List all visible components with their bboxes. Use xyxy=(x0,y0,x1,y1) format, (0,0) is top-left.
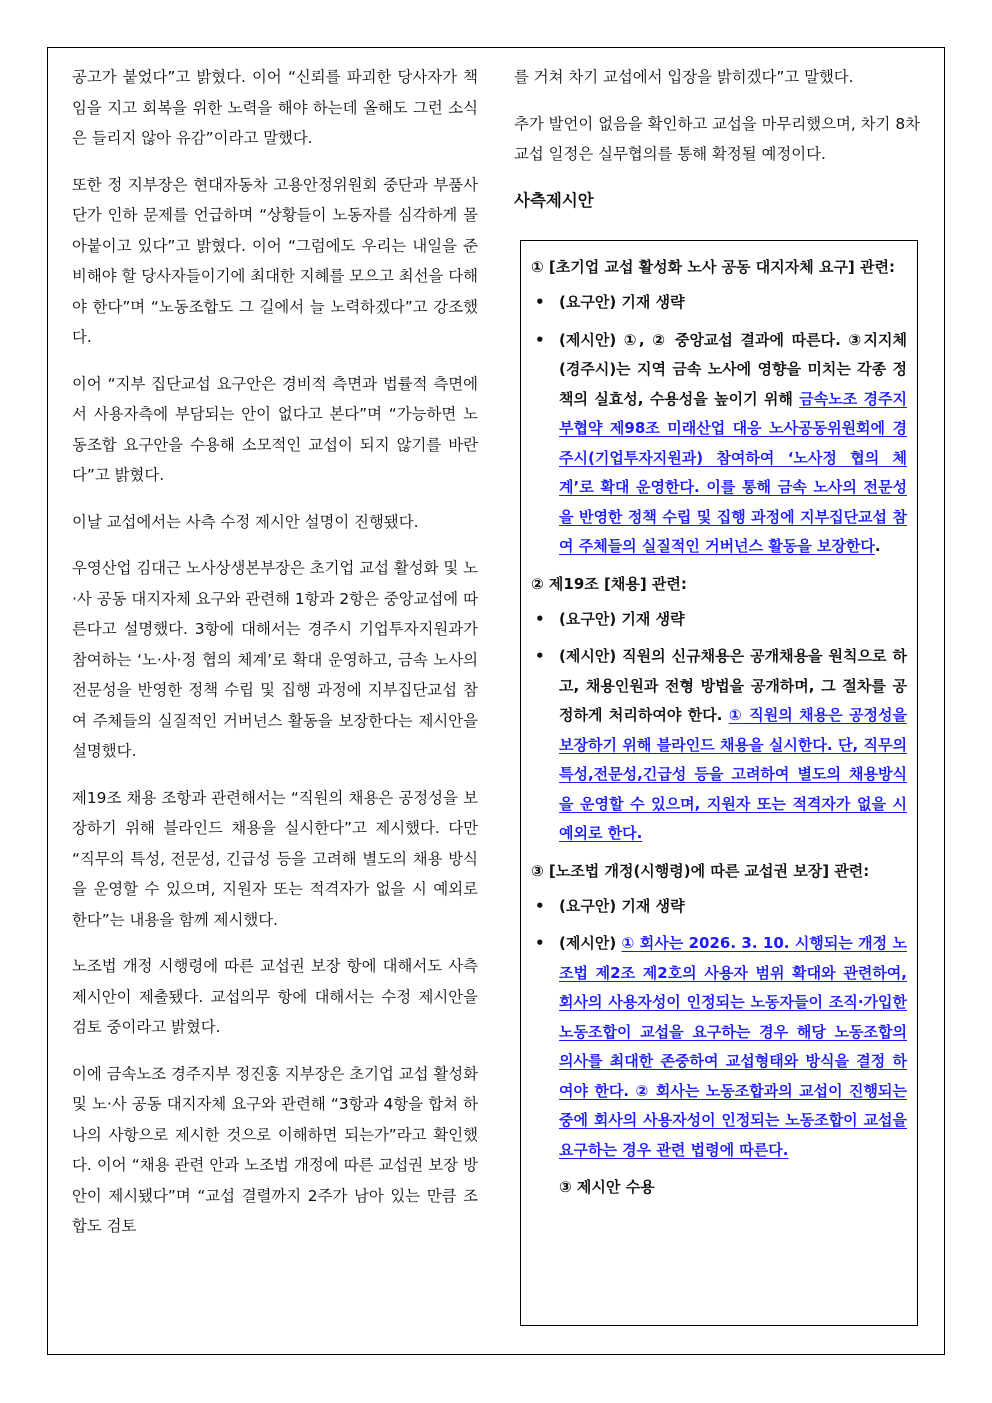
proposal-text: (제시안) xyxy=(559,934,622,952)
demand-text: (요구안) 기재 생략 xyxy=(559,609,685,628)
proposal-text: (제시안) 직원의 신규채용은 공개채용을 원칙으로 하고, 채용인원과 전형 방법을 공개하며, 그 절차를 공정하게 처리하여야 한다. xyxy=(559,647,907,724)
paragraph: 공고가 붙었다”고 밝혔다. 이어 “신뢰를 파괴한 당사자가 책임을 지고 회복을 위한 노력을 해야 하는데 올해도 그런 소식은 들리지 않아 유감”이라고 말했다. xyxy=(72,68,478,147)
proposal-highlight: ① 직원의 채용은 공정성을 보장하기 위해 블라인드 채용을 실시한다. 단, 직무의 특성,전문성,긴급성 등을 고려하여 별도의 채용방식을 운영할 수 있으며, 지원자 또는 적격자가 없을 시 예외로 한다. xyxy=(559,706,907,842)
bullet-item xyxy=(531,892,907,922)
proposal-highlight: ① 회사는 2026. 3. 10. 시행되는 개정 노조법 제2조 제2호의 사용자 범위 확대와 관련하여, 회사의 사용자성이 인정되는 노동자들이 조직·가입한 노동조합이 교섭을 요구하는 경우 해당 노동조합의 의사를 최대한 존중하여 교섭형태와 방식을 결정 하여야 한다. ② 회사는 노동조합과의 교섭이 진행되는 중에 회사의 사용자성이 인정되는 노동조합이 교섭을 요구하는 경우 관련 법령에 따른다. xyxy=(559,934,907,1159)
paragraph: 노조법 개정 시행령에 따른 교섭권 보장 항에 대해서도 사측 제시안이 제출됐다. 교섭의무 항에 대해서는 수정 제시안을 검토 중이라고 밝혔다. xyxy=(72,957,478,1036)
right-column xyxy=(514,62,920,228)
paragraph: 이어 “지부 집단교섭 요구안은 경비적 측면과 법률적 측면에서 사용자측에 부담되는 안이 없다고 본다”며 “가능하면 노동조합 요구안을 수용해 소모적인 교섭이 되지 않기를 바란다”고 밝혔다. xyxy=(72,374,478,484)
item-heading: ① [초기업 교섭 활성화 노사 공동 대지자체 요구] 관련: xyxy=(531,258,895,276)
item-heading: ② 제19조 [채용] 관련: xyxy=(531,574,687,593)
bullet-item xyxy=(531,642,907,849)
proposal-end: . xyxy=(874,537,881,555)
bullet-item xyxy=(531,288,907,318)
bullet-mark: • xyxy=(535,934,545,952)
paragraph: 제19조 채용 조항과 관련해서는 “직원의 채용은 공정성을 보장하기 위해 블라인드 채용을 실시한다”고 제시했다. 다만 “직무의 특성, 전문성, 긴급성 등을 고려해 별도의 채용 방식을 운영할 수 있으며, 지원자 또는 적격자가 없을 시 예외로 한다”는 내용을 함께 제시했다. xyxy=(72,788,478,929)
bullet-item xyxy=(531,605,907,635)
bullet-mark: • xyxy=(535,330,545,349)
paragraph: 를 거쳐 차기 교섭에서 입장을 밝히겠다”고 말했다. xyxy=(514,68,854,86)
proposal-box xyxy=(520,240,918,1326)
accept-note: ③ 제시안 수용 xyxy=(559,1178,655,1196)
section-title: 사측제시안 xyxy=(514,190,594,210)
bullet-mark: • xyxy=(535,647,545,665)
bullet-item xyxy=(531,929,907,1165)
bullet-mark: • xyxy=(535,609,545,628)
left-column xyxy=(72,62,478,1258)
item-heading: ③ [노조법 개정(시행령)에 따른 교섭권 보장] 관련: xyxy=(531,861,870,880)
paragraph: 우영산업 김대근 노사상생본부장은 초기업 교섭 활성화 및 노·사 공동 대지자체 요구와 관련해 1항과 2항은 중앙교섭에 따른다고 설명했다. 3항에 대해서는 경주시 기업투자지원과가 참여하는 ‘노·사·정 협의 체계’로 확대 운영하고, 금속 노사의 전문성을 반영한 정책 수립 및 집행 과정에 지부집단교섭 참여 주체들의 실질적인 거버넌스 활동을 보장한다는 제시안을 설명했다. xyxy=(72,559,478,760)
bullet-mark: • xyxy=(535,896,545,915)
bullet-item xyxy=(531,326,907,562)
paragraph: 추가 발언이 없음을 확인하고 교섭을 마무리했으며, 차기 8차 교섭 일정은 실무협의를 통해 확정될 예정이다. xyxy=(514,114,920,163)
demand-text: (요구안) 기재 생략 xyxy=(559,293,685,311)
bullet-mark: • xyxy=(535,293,545,311)
paragraph: 이날 교섭에서는 사측 수정 제시안 설명이 진행됐다. xyxy=(72,512,419,531)
proposal-text: (제시안) ①, ② 중앙교섭 결과에 따른다. ③지지체 (경주시)는 지역 금속 노사에 영향을 미치는 각종 정책의 실효성, 수용성을 높이기 위해 xyxy=(559,330,907,408)
demand-text: (요구안) 기재 생략 xyxy=(559,896,685,915)
proposal-highlight: 금속노조 경주지부협약 제98조 미래산업 대응 노사공동위원회에 경주시(기업투자지원과) 참여하여 ‘노사정 협의 체계’로 확대 운영한다. 이를 통해 금속 노사의 전문성을 반영한 정책 수립 및 집행 과정에 지부집단교섭 참여 주체들의 실질적인 거버넌스 활동을 보장한다 xyxy=(559,389,907,555)
paragraph: 또한 정 지부장은 현대자동차 고용안정위원회 중단과 부품사 단가 인하 문제를 언급하며 “상황들이 노동자를 심각하게 몰아붙이고 있다”고 밝혔다. 이어 “그럼에도 우리는 내일을 준비해야 할 당사자들이기에 최대한 지혜를 모으고 최선을 다해야 한다”며 “노동조합도 그 길에서 늘 노력하겠다”고 강조했다. xyxy=(72,175,478,346)
paragraph: 이에 금속노조 경주지부 정진홍 지부장은 초기업 교섭 활성화 및 노·사 공동 대지자체 요구와 관련해 “3항과 4항을 합쳐 하나의 사항으로 제시한 것으로 이해하면 되는가”라고 확인했다. 이어 “채용 관련 안과 노조법 개정에 따른 교섭권 보장 방안이 제시됐다”며 “교섭 결렬까지 2주가 남아 있는 만큼 조합도 검토 xyxy=(72,1064,478,1235)
